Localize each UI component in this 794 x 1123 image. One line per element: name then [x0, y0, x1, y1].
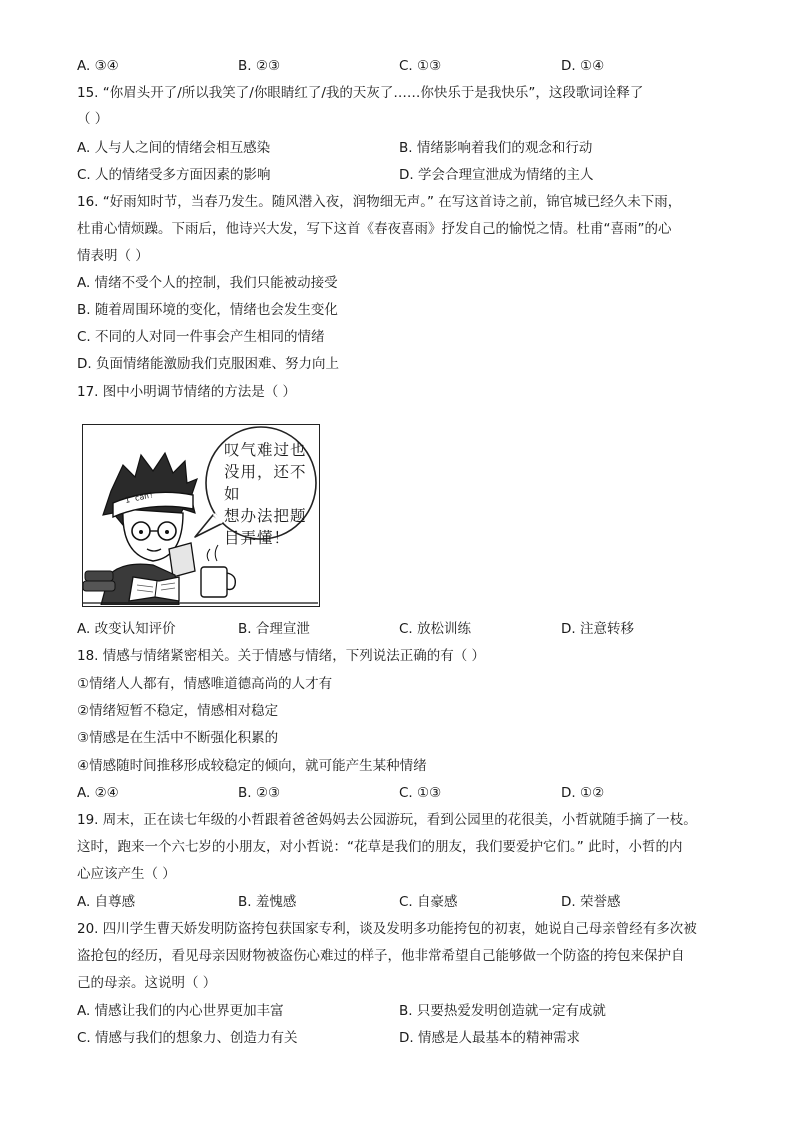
- bubble-line-3: 想办法把题: [224, 507, 307, 525]
- q19-option-d: D. 荣誉感: [561, 894, 621, 910]
- q15-stem: 15. “你眉头开了/所以我笑了/你眼睛红了/我的天灰了……你快乐于是我快乐”，这段歌词诠释了: [77, 85, 644, 101]
- q18-statement-4: ④情感随时间推移形成较稳定的倾向，就可能产生某种情绪: [77, 758, 427, 774]
- q14-option-a: A. ③④: [77, 58, 119, 74]
- q15-option-c: C. 人的情绪受多方面因素的影响: [77, 167, 271, 183]
- bubble-line-2: 没用，还不如: [224, 463, 307, 503]
- q18-stem: 18. 情感与情绪紧密相关。关于情感与情绪，下列说法正确的有（ ）: [77, 648, 486, 664]
- q19-option-c: C. 自豪感: [399, 894, 458, 910]
- q17-cartoon: [82, 424, 320, 607]
- q14-option-b: B. ②③: [238, 58, 281, 74]
- q16-stem-line-2: 杜甫心情烦躁。下雨后，他诗兴大发，写下这首《春夜喜雨》抒发自己的愉悦之情。杜甫“喜雨”的心: [77, 221, 672, 237]
- q19-stem-line-3: 心应该产生（ ）: [77, 866, 176, 882]
- q18-statement-1: ①情绪人人都有，情感唯道德高尚的人才有: [77, 676, 333, 692]
- q18-option-b: B. ②③: [238, 785, 281, 801]
- q16-stem-line-1: 16. “好雨知时节，当春乃发生。随风潜入夜，润物细无声。” 在写这首诗之前，锦官城已经久未下雨，: [77, 194, 682, 210]
- q17-option-b: B. 合理宣泄: [238, 621, 310, 637]
- q16-option-b: B. 随着周围环境的变化，情绪也会发生变化: [77, 302, 338, 318]
- q17-option-d: D. 注意转移: [561, 621, 634, 637]
- bubble-line-4: 目弄懂！: [224, 529, 291, 547]
- q17-stem: 17. 图中小明调节情绪的方法是（ ）: [77, 384, 297, 400]
- q20-option-d: D. 情感是人最基本的精神需求: [399, 1030, 580, 1046]
- q20-stem-line-2: 盗抢包的经历，看见母亲因财物被盗伤心难过的样子，他非常希望自己能够做一个防盗的挎包来保护自: [77, 948, 685, 964]
- q17-option-a: A. 改变认知评价: [77, 621, 176, 637]
- q20-option-c: C. 情感与我们的想象力、创造力有关: [77, 1030, 298, 1046]
- q19-stem-line-2: 这时，跑来一个六七岁的小朋友，对小哲说：“花草是我们的朋友，我们要爱护它们。” 此时，小哲的内: [77, 839, 683, 855]
- open-book: [129, 577, 179, 601]
- q16-stem-line-3: 情表明（ ）: [77, 248, 149, 264]
- q16-option-d: D. 负面情绪能激励我们克服困难、努力向上: [77, 356, 339, 372]
- q20-option-a: A. 情感让我们的内心世界更加丰富: [77, 1003, 284, 1019]
- q18-statement-3: ③情感是在生活中不断强化积累的: [77, 730, 279, 746]
- q15-option-a: A. 人与人之间的情绪会相互感染: [77, 140, 271, 156]
- bubble-line-1: 叹气难过也: [224, 441, 307, 459]
- q18-statement-2: ②情绪短暂不稳定，情感相对稳定: [77, 703, 279, 719]
- q19-stem-line-1: 19. 周末，正在读七年级的小哲跟着爸爸妈妈去公园游玩，看到公园里的花很美，小哲就随手摘了一枝。: [77, 812, 697, 828]
- q20-stem-line-1: 20. 四川学生曹天娇发明防盗挎包获国家专利，谈及发明多功能挎包的初衷，她说自己母亲曾经有多次被: [77, 921, 697, 937]
- headband-text: I can!: [124, 490, 155, 505]
- q18-option-d: D. ①②: [561, 785, 605, 801]
- q17-option-c: C. 放松训练: [399, 621, 472, 637]
- q20-option-b: B. 只要热爱发明创造就一定有成就: [399, 1003, 606, 1019]
- coffee-mug-icon: [201, 545, 235, 597]
- q18-option-a: A. ②④: [77, 785, 119, 801]
- q15-option-d: D. 学会合理宣泄成为情绪的主人: [399, 167, 594, 183]
- q20-stem-line-3: 己的母亲。这说明（ ）: [77, 975, 217, 991]
- speech-bubble-text: [224, 439, 319, 549]
- q15-paren: （ ）: [77, 111, 109, 127]
- q16-option-a: A. 情绪不受个人的控制，我们只能被动接受: [77, 275, 338, 291]
- q14-option-d: D. ①④: [561, 58, 605, 74]
- q16-option-c: C. 不同的人对同一件事会产生相同的情绪: [77, 329, 325, 345]
- q15-option-b: B. 情绪影响着我们的观念和行动: [399, 140, 593, 156]
- q19-option-a: A. 自尊感: [77, 894, 136, 910]
- q14-option-c: C. ①③: [399, 58, 442, 74]
- q19-option-b: B. 羞愧感: [238, 894, 297, 910]
- q18-option-c: C. ①③: [399, 785, 442, 801]
